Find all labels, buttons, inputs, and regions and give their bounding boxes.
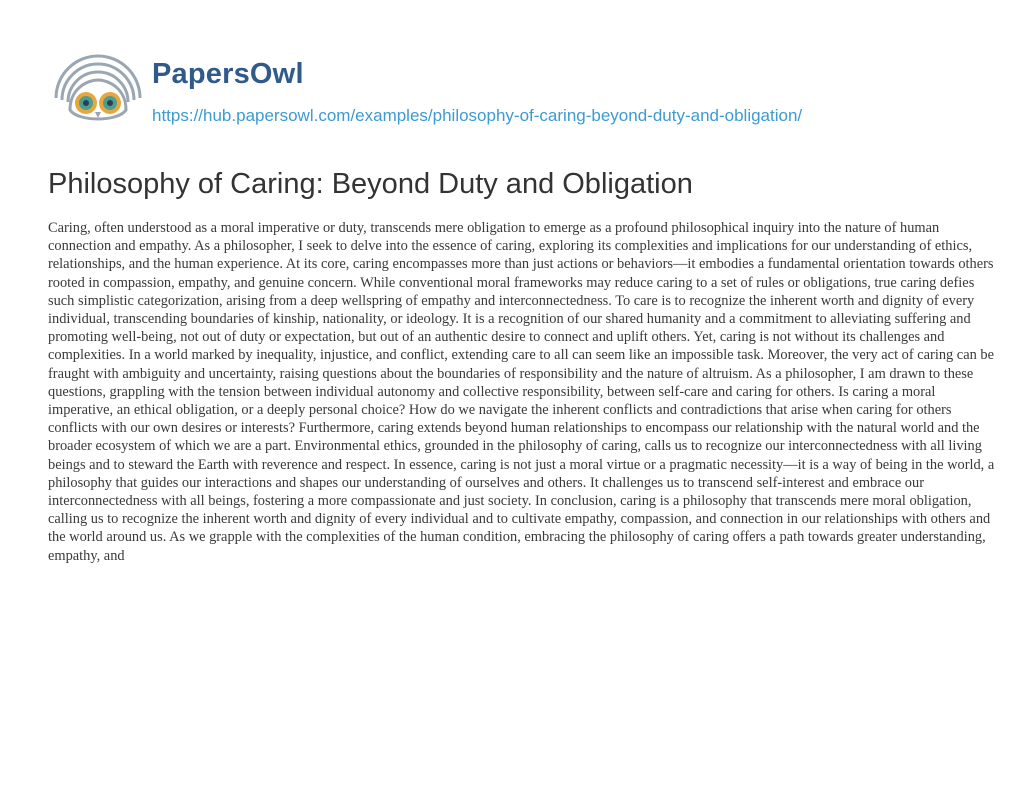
article-title: Philosophy of Caring: Beyond Duty and Obligation — [48, 168, 693, 200]
owl-logo-graphic — [48, 40, 148, 140]
owl-logo-icon[interactable] — [48, 40, 148, 140]
page-header — [48, 40, 1008, 150]
source-url-link[interactable]: https://hub.papersowl.com/examples/philosophy-of-caring-beyond-duty-and-obligation/ — [152, 106, 803, 125]
brand-name[interactable]: PapersOwl — [152, 58, 304, 90]
article-body: Caring, often understood as a moral imperative or duty, transcends mere obligation to emerge as a profound philosophical inquiry into the nature of human connection and empathy. As a philosopher, I seek to delve into the essence of caring, exploring its complexities and implications for our understanding of ethics, relationships, and the human experience. At its core, caring encompasses more than just actions or behaviors—it embodies a fundamental orientation towards others rooted in compassion, empathy, and genuine concern. While conventional moral frameworks may reduce caring to a set of rules or obligations, true caring defies such simplistic categorization, arising from a deep wellspring of empathy and interconnectedness. To care is to recognize the inherent worth and dignity of every individual, transcending boundaries of kinship, nationality, or ideology. It is a recognition of our shared humanity and a commitment to alleviating suffering and promoting well-being, not out of duty or expectation, but out of an authentic desire to connect and uplift others. Yet, caring is not without its challenges and complexities. In a world marked by inequality, injustice, and conflict, extending care to all can seem like an impossible task. Moreover, the very act of caring can be fraught with ambiguity and uncertainty, raising questions about the boundaries of responsibility and the nature of altruism. As a philosopher, I am drawn to these questions, grappling with the tension between individual autonomy and collective responsibility, between self-care and caring for others. Is caring a moral imperative, an ethical obligation, or a deeply personal choice? How do we navigate the inherent conflicts and contradictions that arise when caring for others conflicts with our own desires or interests? Furthermore, caring extends beyond human relationships to encompass our relationship with the natural world and the broader ecosystem of which we are a part. Environmental ethics, grounded in the philosophy of caring, calls us to recognize our interconnectedness with all living beings and to steward the Earth with reverence and respect. In essence, caring is not just a moral virtue or a pragmatic necessity—it is a way of being in the world, a philosophy that guides our interactions and shapes our understanding of ourselves and others. It challenges us to transcend self-interest and embrace our interconnectedness with all beings, fostering a more compassionate and just society. In conclusion, caring is a philosophy that transcends mere moral obligation, calling us to recognize the inherent worth and dignity of every individual and to cultivate empathy, compassion, and connection in our relationships with others and the world around us. As we grapple with the complexities of the human condition, embracing the philosophy of caring offers a path towards greater understanding, empathy, and — [48, 220, 995, 564]
